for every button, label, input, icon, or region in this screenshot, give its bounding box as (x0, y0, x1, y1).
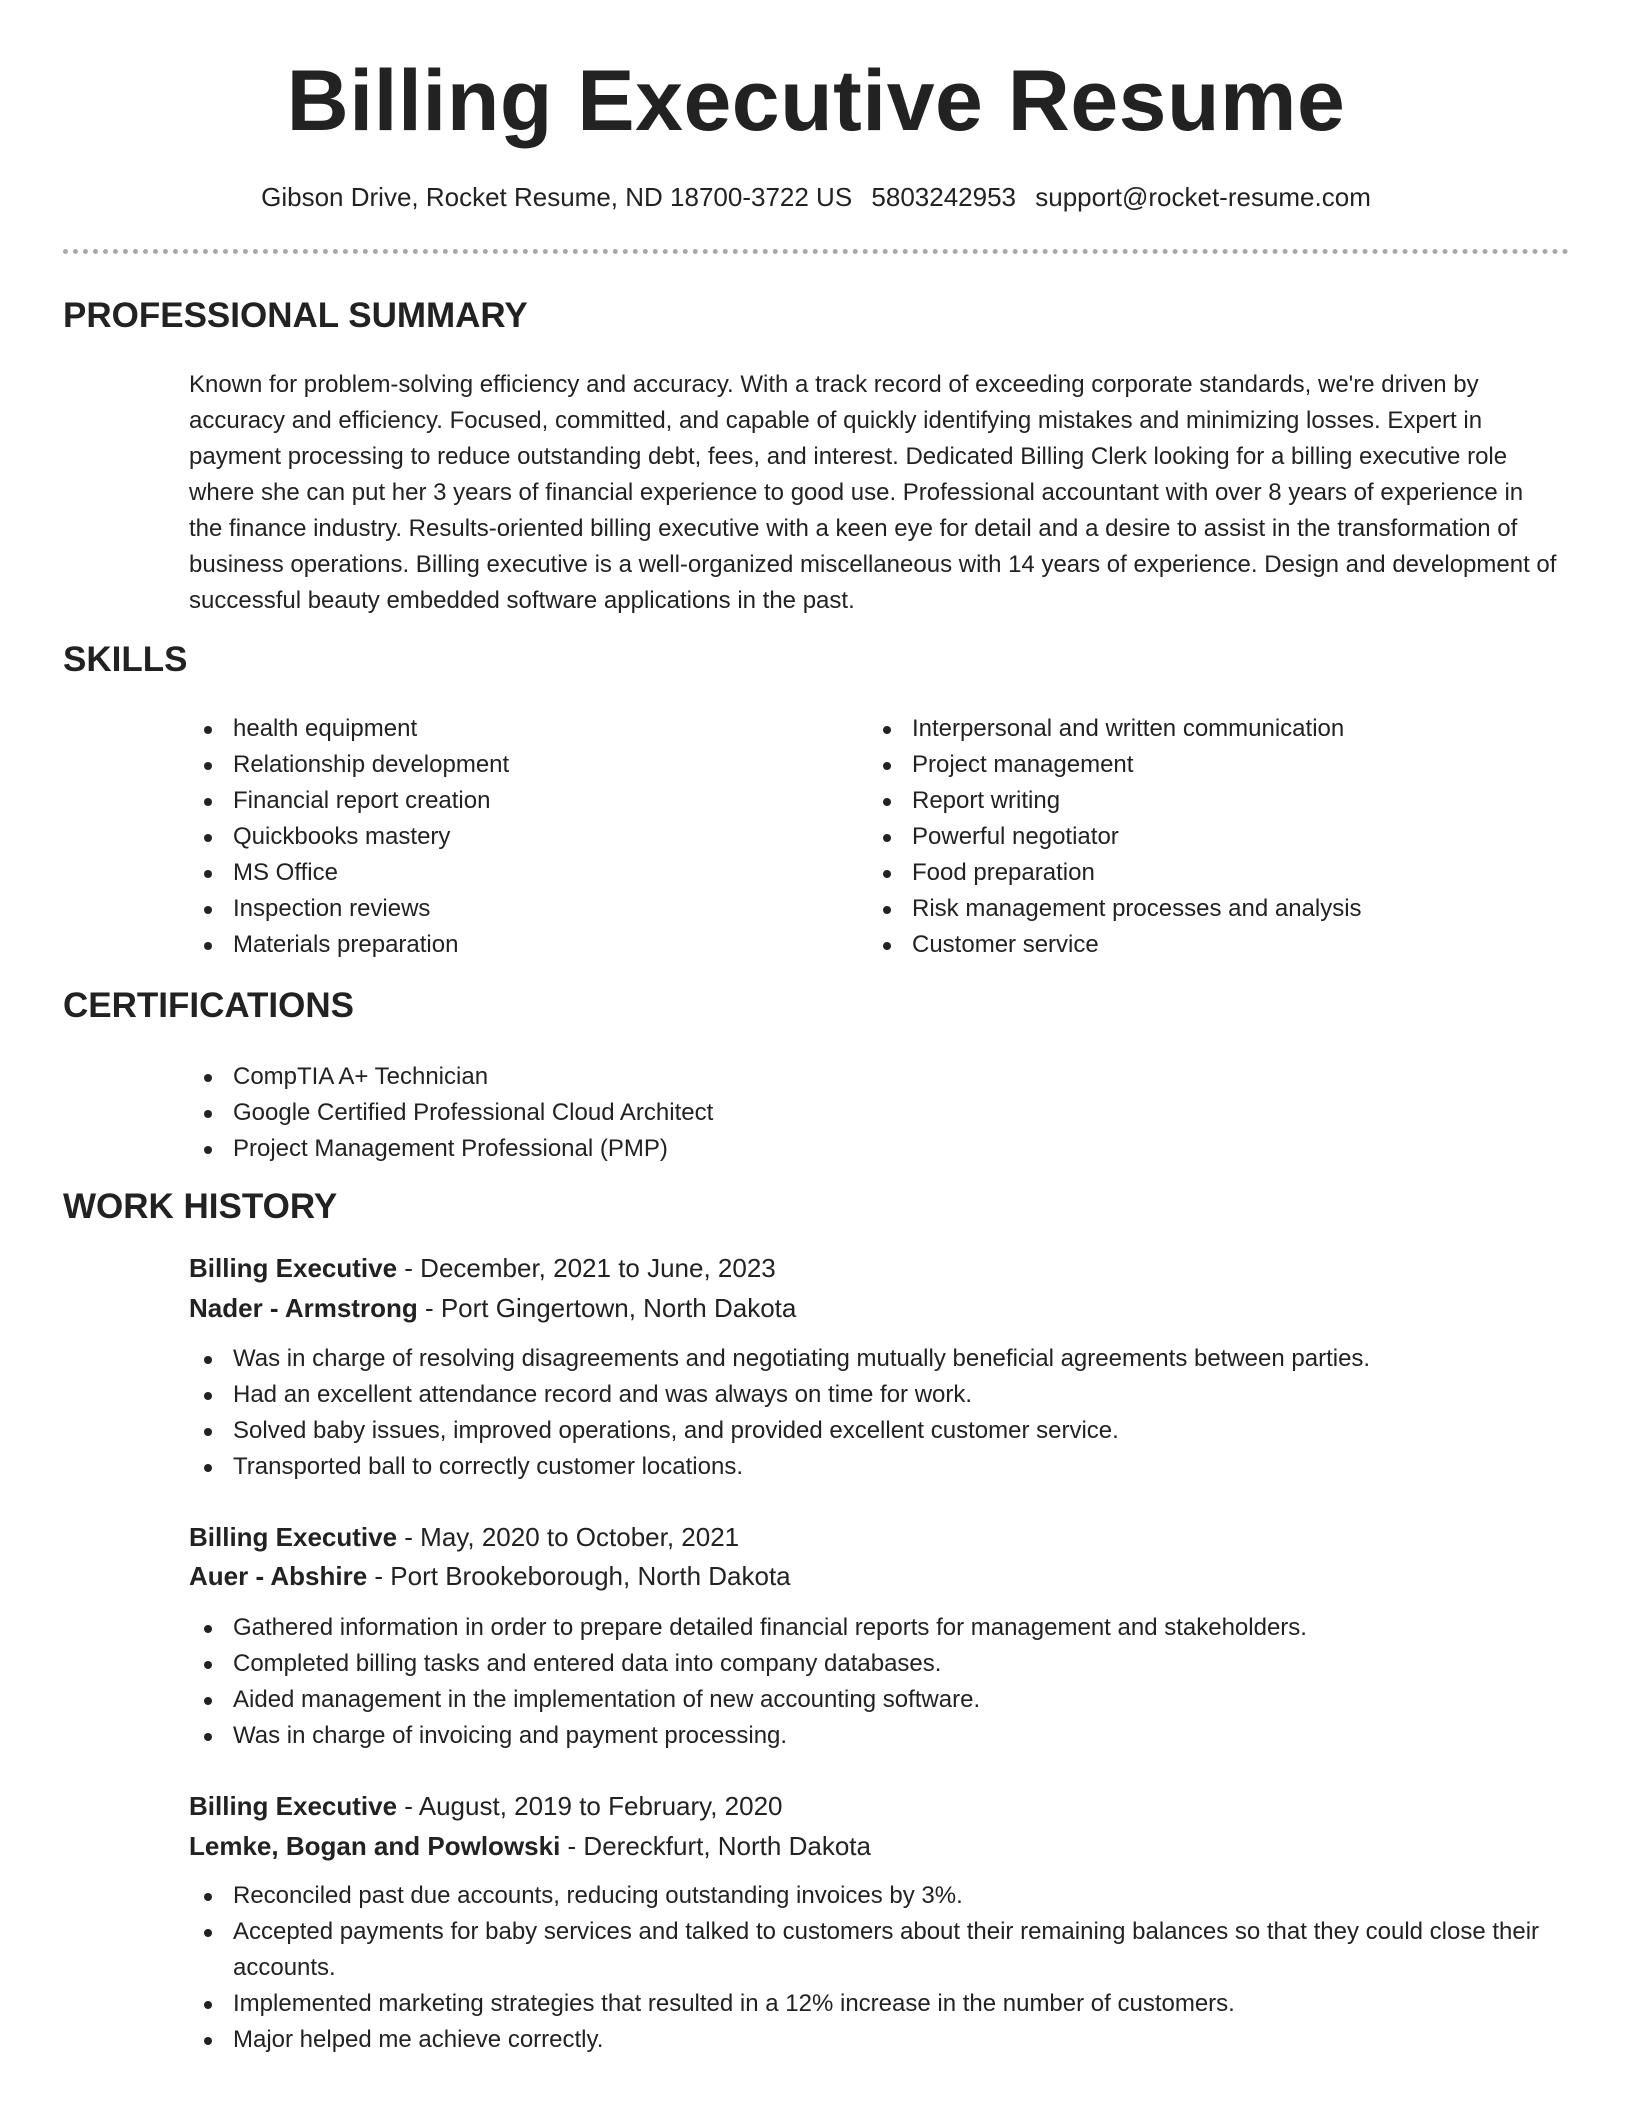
skill-item: Materials preparation (189, 927, 829, 963)
skill-item: Report writing (868, 783, 1568, 819)
skills-list-left (189, 711, 829, 963)
job-title: Billing Executive (189, 1253, 398, 1283)
job-duty: Was in charge of invoicing and payment processing. (189, 1718, 1569, 1754)
header-divider (63, 249, 1569, 254)
skill-item: health equipment (189, 711, 829, 747)
job-duty: Reconciled past due accounts, reducing outstanding invoices by 3%. (189, 1878, 1569, 1914)
job-company-line (189, 1828, 871, 1864)
job-company-line (189, 1558, 791, 1594)
job-duty: Transported ball to correctly customer locations. (189, 1449, 1569, 1485)
job-duty: Aided management in the implementation of new accounting software. (189, 1682, 1569, 1718)
job-duty: Solved baby issues, improved operations, and provided excellent customer service. (189, 1413, 1569, 1449)
job-dates: - December, 2021 to June, 2023 (397, 1253, 776, 1283)
summary-heading: PROFESSIONAL SUMMARY (63, 296, 528, 335)
job-title: Billing Executive (189, 1791, 398, 1821)
job-dates: - August, 2019 to February, 2020 (397, 1791, 783, 1821)
job-company: Auer - Abshire (189, 1561, 368, 1591)
certification-item: CompTIA A+ Technician (189, 1059, 1559, 1095)
skill-item: Financial report creation (189, 783, 829, 819)
skill-item: MS Office (189, 855, 829, 891)
job-company: Nader - Armstrong (189, 1293, 418, 1323)
job-duties-list (189, 1610, 1569, 1754)
summary-text: Known for problem-solving efficiency and accuracy. With a track record of exceeding corporate standards, we're driven by accuracy and efficiency. Focused, committed, and capable of quickly identifying mistakes and minimizing losses. Expert in payment processing to reduce outstanding debt, fees, and interest. Dedicated Billing Clerk looking for a billing executive role where she can put her 3 years of financial experience to good use. Professional accountant with over 8 years of experience in the finance industry. Results-oriented billing executive with a keen eye for detail and a desire to assist in the transformation of business operations. Billing executive is a well-organized miscellaneous with 14 years of experience. Design and development of successful beauty embedded software applications in the past. (189, 371, 1557, 614)
job-dates: - May, 2020 to October, 2021 (397, 1522, 740, 1552)
resume-title: Billing Executive Resume (286, 53, 1346, 149)
job-duty: Was in charge of resolving disagreements and negotiating mutually beneficial agreements between parties. (189, 1341, 1569, 1377)
certifications-list (189, 1059, 1559, 1167)
job-duty: Implemented marketing strategies that resulted in a 12% increase in the number of customers. (189, 1986, 1569, 2022)
job-duty: Gathered information in order to prepare detailed financial reports for management and stakeholders. (189, 1610, 1569, 1646)
skill-item: Food preparation (868, 855, 1568, 891)
job-duties-list (189, 1341, 1569, 1485)
skill-item: Project management (868, 747, 1568, 783)
certification-item: Project Management Professional (PMP) (189, 1131, 1559, 1167)
job-duty: Accepted payments for baby services and talked to customers about their remaining balances so that they could close their accounts. (189, 1914, 1569, 1986)
skill-item: Risk management processes and analysis (868, 891, 1568, 927)
skill-item: Quickbooks mastery (189, 819, 829, 855)
skills-heading: SKILLS (63, 640, 188, 679)
skill-item: Customer service (868, 927, 1568, 963)
job-title-line (189, 1519, 739, 1555)
job-duty: Major helped me achieve correctly. (189, 2022, 1569, 2058)
skills-list-right (868, 711, 1568, 963)
contact-address: Gibson Drive, Rocket Resume, ND 18700-3722 US (261, 182, 853, 212)
job-duty: Had an excellent attendance record and was always on time for work. (189, 1377, 1569, 1413)
skill-item: Relationship development (189, 747, 829, 783)
job-company-line (189, 1290, 796, 1326)
job-duty: Completed billing tasks and entered data into company databases. (189, 1646, 1569, 1682)
contact-phone: 5803242953 (871, 182, 1017, 212)
work-history-heading: WORK HISTORY (63, 1187, 338, 1226)
job-company: Lemke, Bogan and Powlowski (189, 1831, 561, 1861)
job-title-line (189, 1250, 776, 1286)
certification-item: Google Certified Professional Cloud Architect (189, 1095, 1559, 1131)
job-location: - Dereckfurt, North Dakota (560, 1831, 871, 1861)
skill-item: Powerful negotiator (868, 819, 1568, 855)
job-location: - Port Gingertown, North Dakota (417, 1293, 797, 1323)
skill-item: Inspection reviews (189, 891, 829, 927)
job-duties-list (189, 1878, 1569, 2058)
contact-line (0, 182, 1632, 213)
job-location: - Port Brookeborough, North Dakota (367, 1561, 791, 1591)
job-title-line (189, 1788, 783, 1824)
job-title: Billing Executive (189, 1522, 398, 1552)
contact-email: support@rocket-resume.com (1035, 182, 1371, 212)
skill-item: Interpersonal and written communication (868, 711, 1568, 747)
certifications-heading: CERTIFICATIONS (63, 986, 355, 1025)
